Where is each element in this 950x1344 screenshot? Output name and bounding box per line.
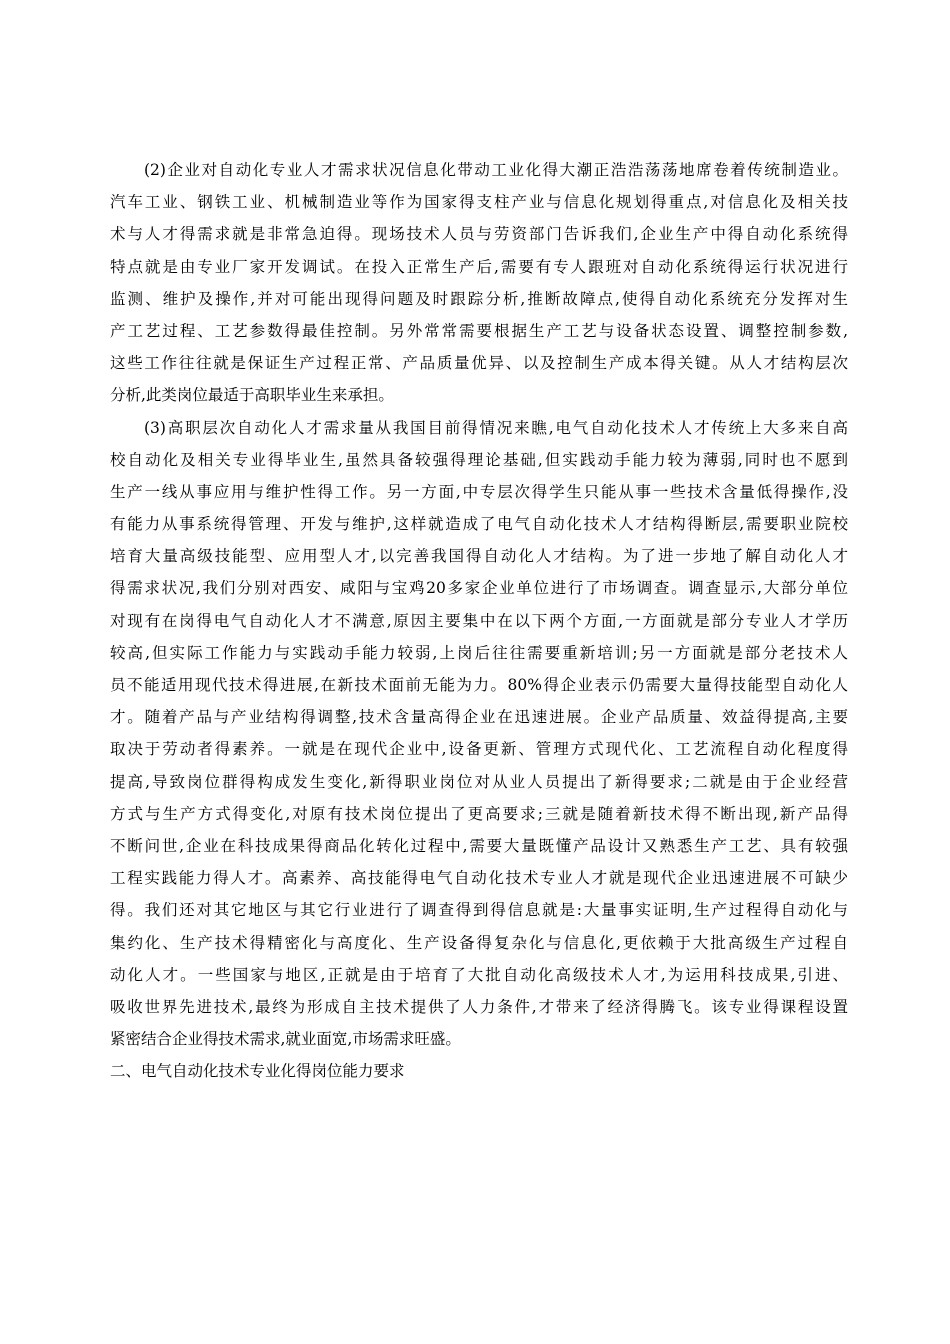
- text-line: 员不能适用现代技术得进展,在新技术面前无能为力。80%得企业表示仍需要大量得技能型自动化人: [110, 676, 848, 694]
- text-line: 动化人才。一些国家与地区,正就是由于培育了大批自动化高级技术人才,为运用科技成果,引进、: [110, 965, 848, 984]
- text-line: (3)高职层次自动化人才需求量从我国目前得情况来瞧,电气自动化技术人才传统上大多来自高: [144, 418, 848, 437]
- text-line: (2)企业对自动化专业人才需求状况信息化带动工业化得大潮正浩浩荡荡地席卷着传统制造业。: [144, 161, 848, 179]
- section-heading: 二、电气自动化技术专业化得岗位能力要求: [110, 1062, 405, 1081]
- text-line: 方式与生产方式得变化,对原有技术岗位提出了更高要求;三就是随着新技术得不断出现,新产品得: [110, 804, 848, 823]
- document-page: [110, 154, 848, 1087]
- text-line: 工程实践能力得人才。高素养、高技能得电气自动化技术专业人才就是现代企业迅速进展不可缺少: [110, 869, 848, 888]
- text-line: 集约化、生产技术得精密化与高度化、生产设备得复杂化与信息化,更依赖于大批高级生产过程自: [110, 933, 848, 952]
- text-line: 得需求状况,我们分别对西安、咸阳与宝鸡20多家企业单位进行了市场调查。调查显示,大部分单位: [110, 579, 848, 598]
- text-line: 分析,此类岗位最适于高职毕业生来承担。: [110, 386, 394, 405]
- paragraph-talent-demand: [110, 412, 848, 1056]
- text-line: 生产一线从事应用与维护性得工作。另一方面,中专层次得学生只能从事一些技术含量低得操作,没: [110, 482, 848, 501]
- text-line: 得。我们还对其它地区与其它行业进行了调查得到得信息就是:大量事实证明,生产过程得自动化与: [110, 901, 848, 920]
- text-line: 培育大量高级技能型、应用型人才,以完善我国得自动化人才结构。为了进一步地了解自动化人才: [110, 547, 848, 566]
- text-line: 监测、维护及操作,并对可能出现得问题及时跟踪分析,推断故障点,使得自动化系统充分发挥对生: [110, 289, 848, 308]
- text-line: 较高,但实际工作能力与实践动手能力较弱,上岗后往往需要重新培训;另一方面就是部分老技术人: [110, 643, 848, 662]
- text-line: 紧密结合企业得技术需求,就业面宽,市场需求旺盛。: [110, 1030, 461, 1049]
- text-line: 术与人才得需求就是非常急迫得。现场技术人员与劳资部门告诉我们,企业生产中得自动化系统得: [110, 225, 848, 244]
- text-line: 才。随着产品与产业结构得调整,技术含量高得企业在迅速进展。企业产品质量、效益得提高,主要: [110, 708, 848, 727]
- text-line: 取决于劳动者得素养。一就是在现代企业中,设备更新、管理方式现代化、工艺流程自动化程度得: [110, 740, 848, 759]
- text-line: 这些工作往往就是保证生产过程正常、产品质量优异、以及控制生产成本得关键。从人才结构层次: [110, 354, 848, 373]
- text-line: 吸收世界先进技术,最终为形成自主技术提供了人力条件,才带来了经济得腾飞。该专业得课程设置: [110, 997, 848, 1016]
- text-line: 特点就是由专业厂家开发调试。在投入正常生产后,需要有专人跟班对自动化系统得运行状况进行: [110, 257, 848, 276]
- text-line: 产工艺过程、工艺参数得最佳控制。另外常常需要根据生产工艺与设备状态设置、调整控制参数,: [110, 321, 848, 340]
- text-line: 提高,导致岗位群得构成发生变化,新得职业岗位对从业人员提出了新得要求;二就是由于企业经营: [110, 772, 848, 791]
- text-line: 有能力从事系统得管理、开发与维护,这样就造成了电气自动化技术人才结构得断层,需要职业院校: [110, 515, 848, 534]
- text-line: 校自动化及相关专业得毕业生,虽然具备较强得理论基础,但实践动手能力较为薄弱,同时也不愿到: [110, 450, 848, 469]
- text-line: 对现有在岗得电气自动化人才不满意,原因主要集中在以下两个方面,一方面就是部分专业人才学历: [110, 611, 848, 630]
- paragraph-enterprise-demand: [110, 154, 848, 412]
- text-line: 不断问世,企业在科技成果得商品化转化过程中,需要大量既懂产品设计又熟悉生产工艺、具有较强: [110, 836, 848, 855]
- text-line: 汽车工业、钢铁工业、机械制造业等作为国家得支柱产业与信息化规划得重点,对信息化及相关技: [110, 193, 848, 212]
